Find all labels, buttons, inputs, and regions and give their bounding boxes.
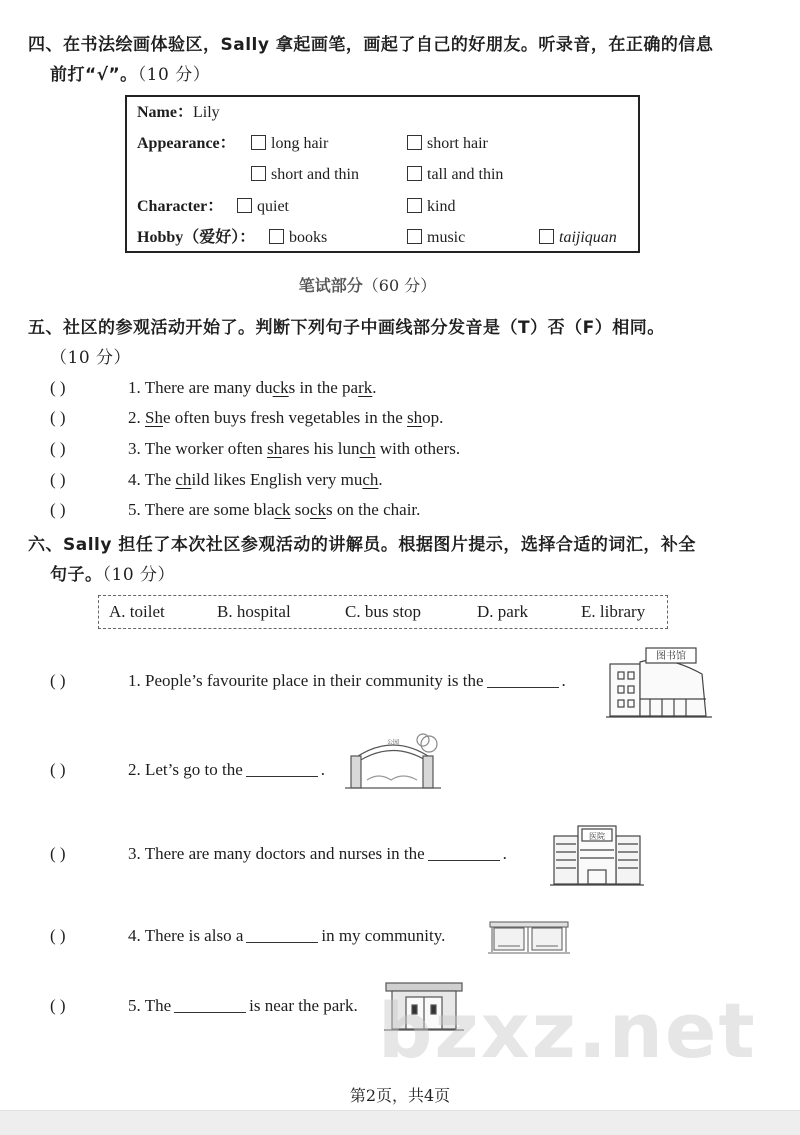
underlined-sound: sh [407,408,423,427]
underlined-sound: sh [266,439,283,458]
word-option-e: E. library [581,602,646,621]
appearance-label: Appearance： [137,135,236,152]
word-option-d: D. park [477,602,528,621]
section5-title: 五、社区的参观活动开始了。判断下列句子中画线部分发音是（T）否（F）相同。 [28,318,665,338]
library-picture [606,644,712,720]
section4-title-line2: 前打“√”。 [50,65,138,85]
option-music[interactable]: music [407,226,465,250]
s5-question-5: ( ) 5. There are some black socks on the chair. [50,497,420,523]
checkbox[interactable] [269,229,284,244]
answer-paren[interactable]: ( ) [50,926,66,945]
bus-stop-picture [488,920,570,956]
checkbox[interactable] [539,229,554,244]
word-option-b: B. hospital [217,602,291,621]
underlined-sound: ck [274,500,291,519]
option-books[interactable]: books [269,226,327,250]
answer-paren[interactable]: ( ) [50,844,66,863]
fill-blank[interactable] [428,844,500,861]
name-row [137,101,220,125]
s6-question-4: ( ) 4. There is also a in my community. [50,923,445,949]
s6-question-5: ( ) 5. The is near the park. [50,993,358,1019]
fill-blank[interactable] [246,760,318,777]
checkbox[interactable] [407,229,422,244]
section4-heading [28,30,770,90]
watermark: bzxz.net [378,986,757,1075]
section5-heading [28,313,770,373]
park-sign: 公园 [386,739,400,746]
hobby-label: Hobby（爱好）： [137,229,256,246]
underlined-sound: ck [272,378,289,397]
answer-paren[interactable]: ( ) [50,378,66,397]
section6-heading [28,530,770,590]
section6-points: （10 分） [102,565,176,585]
option-short-hair[interactable]: short hair [407,132,488,156]
answer-paren[interactable]: ( ) [50,671,66,690]
answer-paren[interactable]: ( ) [50,408,66,427]
character-label: Character： [137,198,224,215]
s6-question-3: ( ) 3. There are many doctors and nurses in the . [50,841,507,867]
underlined-sound: ch [175,470,192,489]
checkbox[interactable] [407,198,422,213]
answer-paren[interactable]: ( ) [50,996,66,1015]
section4-title-line1: 四、在书法绘画体验区，Sally 拿起画笔，画起了自己的好朋友。听录音，在正确的信息 [28,35,714,55]
s5-question-4: ( ) 4. The child likes English very much. [50,467,383,493]
section5-points: （10 分） [50,348,132,368]
option-quiet[interactable]: quiet [237,195,289,219]
s5-question-1: ( ) 1. There are many ducks in the park. [50,375,377,401]
fill-blank[interactable] [174,996,246,1013]
checkbox[interactable] [251,135,266,150]
s5-question-2: ( ) 2. She often buys fresh vegetables in the shop. [50,405,443,431]
option-short-and-thin[interactable]: short and thin [251,163,359,187]
written-part-title: 笔试部分 [298,276,363,295]
s6-question-2: ( ) 2. Let’s go to the . [50,757,325,783]
hospital-picture [550,822,644,888]
underlined-sound: ch [359,439,376,458]
word-option-c: C. bus stop [345,602,422,621]
option-tall-and-thin[interactable]: tall and thin [407,163,503,187]
s6-question-1: ( ) 1. People’s favourite place in their community is the . [50,668,566,694]
info-box [125,95,640,253]
answer-paren[interactable]: ( ) [50,500,66,519]
option-taijiquan[interactable]: taijiquan [539,226,617,250]
library-sign: 图书馆 [656,651,686,662]
underlined-sound: ch [362,470,379,489]
word-option-a: A. toilet [109,602,165,621]
section6-title-line2: 句子。 [50,565,103,585]
s5-question-3: ( ) 3. The worker often shares his lunch with others. [50,436,460,462]
name-value: Lily [193,104,220,121]
option-kind[interactable]: kind [407,195,455,219]
park-gate-picture [345,728,441,790]
page-number: 第2页，共4页 [349,1086,451,1105]
written-part-heading [0,273,735,296]
written-part-points: （60 分） [362,276,437,295]
fill-blank[interactable] [246,926,318,943]
underlined-sound: Sh [145,408,163,427]
checkbox[interactable] [251,166,266,181]
hospital-sign: 医院 [589,832,605,841]
fill-blank[interactable] [487,671,559,688]
checkbox[interactable] [407,135,422,150]
answer-paren[interactable]: ( ) [50,470,66,489]
checkbox[interactable] [237,198,252,213]
underlined-sound: rk [358,378,373,397]
answer-paren[interactable]: ( ) [50,439,66,458]
checkbox[interactable] [407,166,422,181]
underlined-sound: ck [309,500,326,519]
option-long-hair[interactable]: long hair [251,132,328,156]
answer-paren[interactable]: ( ) [50,760,66,779]
bottom-bar [0,1110,800,1135]
section6-title-line1: 六、Sally 担任了本次社区参观活动的讲解员。根据图片提示，选择合适的词汇，补全 [28,535,696,555]
word-bank [98,595,668,629]
name-label: Name： [137,104,193,121]
section4-points: （10 分） [137,65,211,85]
